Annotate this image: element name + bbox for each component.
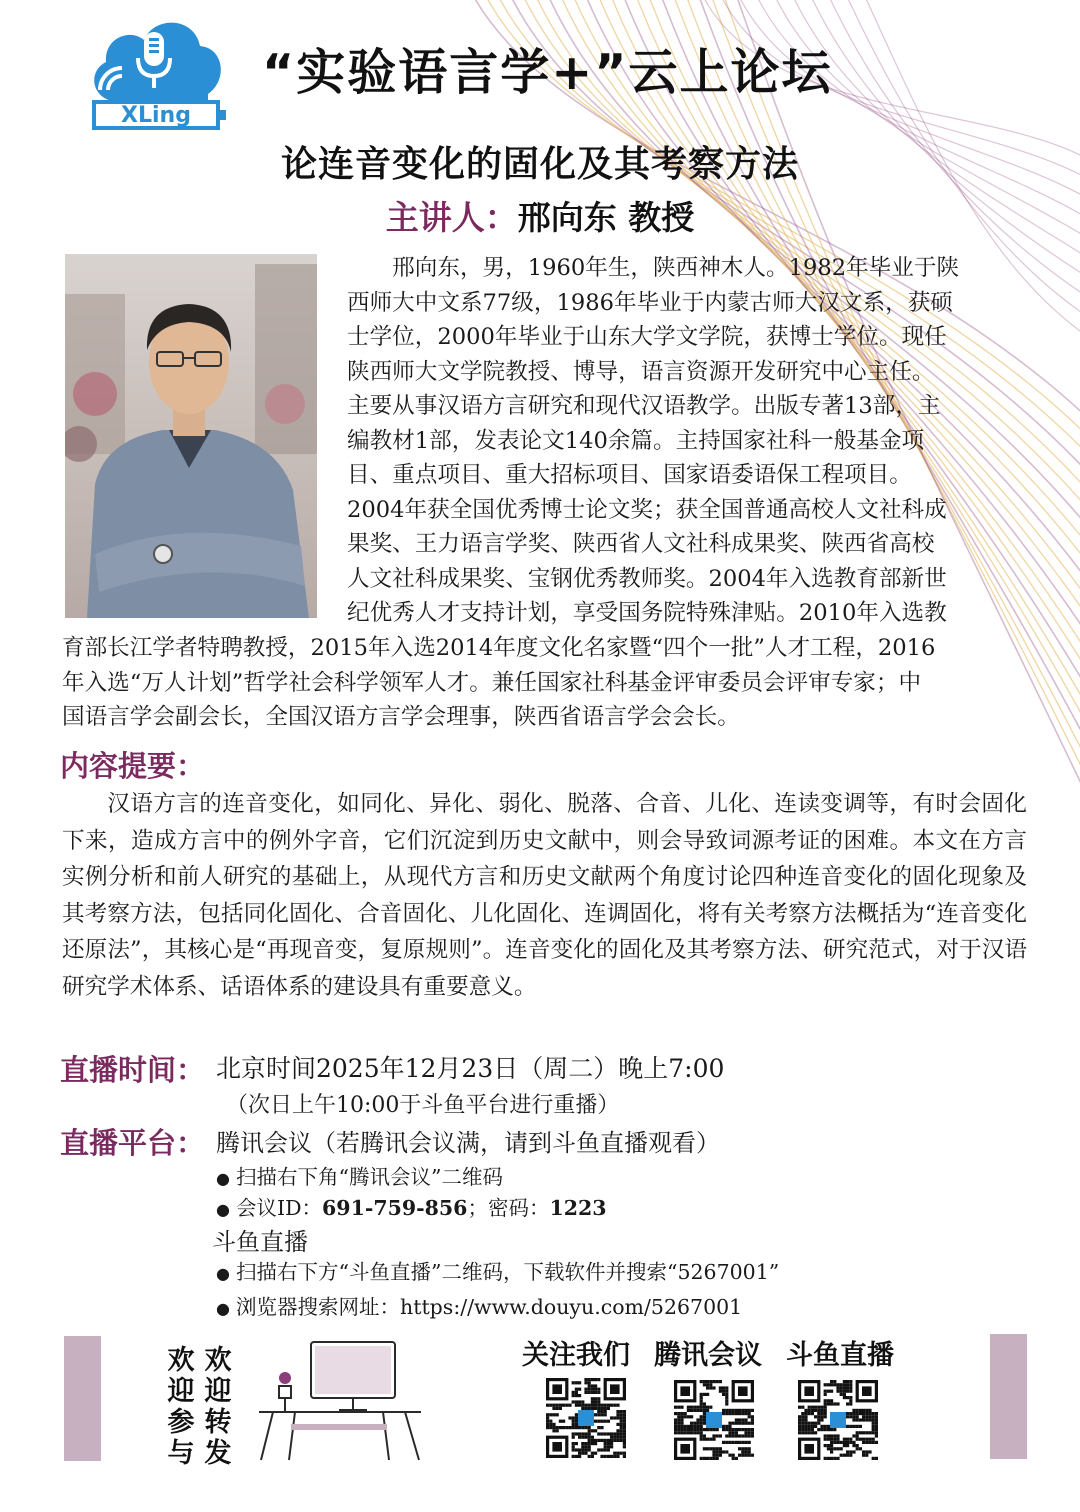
douyu-url[interactable]: 浏览器搜索网址：https://www.douyu.com/5267001	[236, 1295, 743, 1319]
speaker-bio-continued	[62, 631, 1042, 735]
qr-label-follow: 关注我们	[522, 1340, 630, 1371]
qr-code-douyu-icon[interactable]	[798, 1380, 878, 1460]
speaker-line	[0, 192, 1080, 239]
speaker-bio	[347, 251, 1037, 631]
welcome-share: 欢迎转发	[204, 1345, 232, 1469]
bullet-dot-icon: ●	[216, 1200, 230, 1219]
xling-logo	[82, 6, 230, 132]
summary-paragraph: 汉语方言的连音变化，如同化、异化、弱化、脱落、合音、儿化、连读变调等，有时会固化下来，造成方言中的例外字音，它们沉淀到历史文献中，则会导致词源考证的困难。本文在方言实例分析和前人研究的基础上，从现代方言和历史文献两个角度讨论四种连音变化的固化现象及其考察方法，包括同化固化、合音固化、儿化固化、连调固化，将有关考察方法概括为“连音变化还原法”，其核心是“再现音变，复原规则”。连音变化的固化及其考察方法、研究范式，对于汉语研究学术体系、话语体系的建设具有重要意义。	[62, 791, 1027, 1000]
qr-code-wechat-icon[interactable]	[546, 1378, 626, 1458]
desk-illustration-icon	[255, 1338, 425, 1462]
meeting-id-label: 会议ID：	[236, 1196, 323, 1220]
qr-label-row	[522, 1333, 918, 1372]
broadcast-platform-label: 直播平台：	[60, 1126, 206, 1160]
bullet-meeting-id	[216, 1191, 607, 1221]
bio-line: 人文社科成果奖、宝钢优秀教师奖。2004年入选教育部新世	[347, 565, 947, 592]
bio-line: 国语言学会副会长，全国汉语方言学会理事，陕西省语言学会会长。	[62, 704, 740, 730]
bullet-douyu-url	[216, 1290, 742, 1320]
rebroadcast-note: （次日上午10:00于斗鱼平台进行重播）	[226, 1093, 620, 1118]
bio-line: 陕西师大文学院教授、博导，语言资源开发研究中心主任。	[347, 358, 935, 385]
bullet-text: 扫描右下方“斗鱼直播”二维码，下载软件并搜索“5267001”	[236, 1260, 780, 1284]
bio-line: 果奖、王力语言学奖、陕西省人文社科成果奖、陕西省高校	[347, 531, 935, 557]
bio-line: 编教材1部，发表论文140余篇。主持国家社科一般基金项	[347, 427, 925, 454]
welcome-join: 欢迎参与	[167, 1345, 195, 1469]
bullet-text: 扫描右下角“腾讯会议”二维码	[236, 1165, 503, 1189]
platform-douyu: 斗鱼直播	[212, 1228, 308, 1256]
decor-bar-right	[990, 1334, 1027, 1459]
bio-line: 主要从事汉语方言研究和现代汉语教学。出版专著13部，主	[347, 393, 941, 419]
talk-title: 论连音变化的固化及其考察方法	[280, 143, 799, 185]
password-label: ；密码：	[467, 1196, 550, 1220]
bullet-dot-icon: ●	[216, 1264, 230, 1283]
bio-line: 邢向东，男，1960年生，陕西神木人。1982年毕业于陕	[347, 255, 960, 281]
platform-tencent-meeting: 腾讯会议（若腾讯会议满，请到斗鱼直播观看）	[216, 1129, 720, 1157]
bullet-dot-icon: ●	[216, 1169, 230, 1188]
bio-line: 士学位，2000年毕业于山东大学文学院，获博士学位。现任	[347, 324, 947, 350]
speaker-name: 邢向东 教授	[517, 198, 695, 237]
speaker-photo	[65, 254, 317, 618]
speaker-label: 主讲人：	[385, 198, 518, 237]
summary-heading: 内容提要：	[60, 749, 206, 783]
bio-line: 西师大中文系77级，1986年毕业于内蒙古师大汉文系，获硕	[347, 289, 953, 316]
logo-text: XLing	[121, 103, 191, 128]
qr-label-tencent: 腾讯会议	[654, 1340, 762, 1371]
bio-line: 2004年获全国优秀博士论文奖；获全国普通高校人文社科成	[347, 496, 947, 523]
bullet-scan-douyu	[216, 1255, 779, 1285]
summary-body	[62, 786, 1027, 1005]
broadcast-time-value: 北京时间2025年12月23日（周二）晚上7:00	[216, 1054, 725, 1083]
qr-code-tencent-meeting-icon[interactable]	[674, 1380, 754, 1460]
decor-bar-left	[64, 1336, 101, 1461]
forum-title: “实验语言学+”云上论坛	[262, 44, 833, 101]
broadcast-time-label: 直播时间：	[60, 1053, 206, 1087]
bio-line: 年入选“万人计划”哲学社会科学领军人才。兼任国家社科基金评审委员会评审专家；中	[62, 669, 922, 696]
bio-line: 目、重点项目、重大招标项目、国家语委语保工程项目。	[347, 462, 912, 488]
qr-label-douyu: 斗鱼直播	[786, 1340, 894, 1371]
bio-line: 纪优秀人才支持计划，享受国务院特殊津贴。2010年入选教	[347, 600, 947, 626]
meeting-id: 691-759-856	[322, 1196, 468, 1220]
bio-line: 育部长江学者特聘教授，2015年入选2014年度文化名家暨“四个一批”人才工程，2016	[62, 635, 936, 661]
meeting-password: 1223	[549, 1196, 607, 1220]
bullet-dot-icon: ●	[216, 1299, 230, 1318]
bullet-scan-tencent	[216, 1160, 503, 1190]
